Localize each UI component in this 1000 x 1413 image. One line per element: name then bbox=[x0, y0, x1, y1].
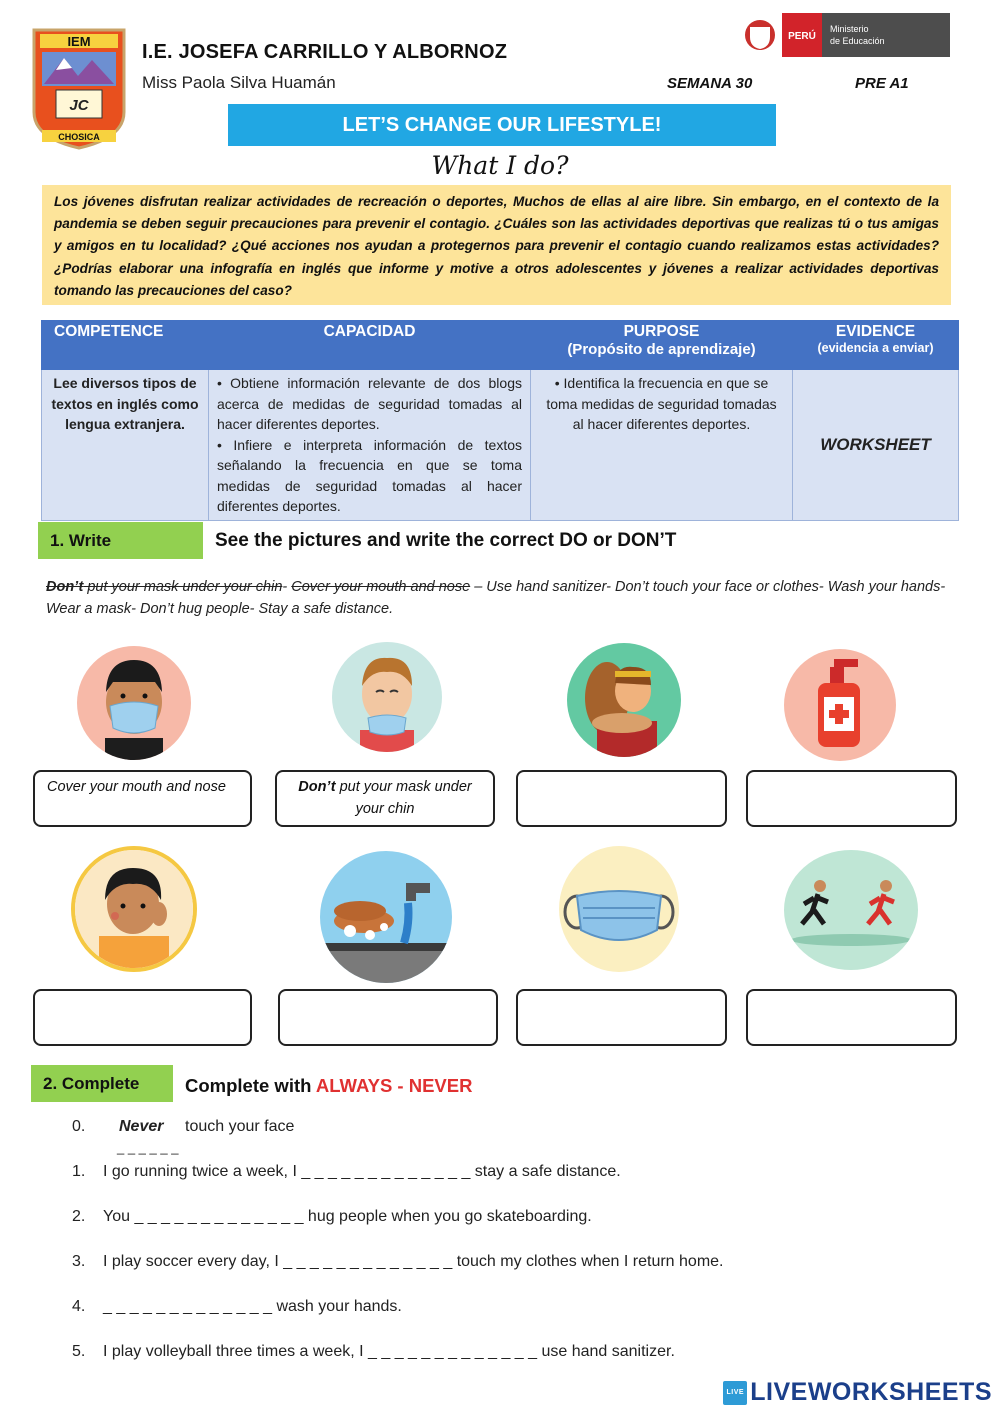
ministry-name-1: Ministerio bbox=[830, 24, 869, 34]
subtitle: What I do? bbox=[431, 151, 569, 180]
evidence-cell: WORKSHEET bbox=[793, 370, 959, 521]
header-evidence-sub: (evidencia a enviar) bbox=[817, 341, 934, 355]
week-label: SEMANA 30 bbox=[667, 75, 753, 92]
intro-paragraph: Los jóvenes disfrutan realizar actividades de recreación o deportes, Muchos de ellas al aire libre. Sin embargo, en el contexto de la pandemia se deben seguir precauciones para prevenir el contagio. ¿Cuáles son las actividades deportivas que realizas tú o tus amigas y amigos en tu localidad? ¿Qué acciones nos ayudan a protegernos para prevenir el contagio cuando realizamos estas actividades? ¿Podrías elaborar una infografía en inglés que informe y motive a otros adolescentes y jóvenes a realizar actividades deportivas tomando las precauciones del caso? bbox=[42, 185, 951, 305]
hugging-people-picture bbox=[567, 643, 681, 757]
liveworksheets-brand: LIVEWORKSHEETS bbox=[750, 1378, 992, 1406]
level-label: PRE A1 bbox=[855, 75, 909, 92]
hand-sanitizer-picture bbox=[784, 649, 896, 761]
word-bank-struck-1: put your mask under your chin bbox=[83, 579, 283, 595]
section-2-title-words: ALWAYS - NEVER bbox=[315, 1075, 473, 1096]
header-competence: COMPETENCE bbox=[42, 321, 209, 370]
teacher-name: Miss Paola Silva Huamán bbox=[142, 73, 336, 92]
capacidad-cell bbox=[209, 370, 531, 521]
item-2-sentence[interactable]: You _ _ _ _ _ _ _ _ _ _ _ _ _ hug people when you go skateboarding. bbox=[103, 1208, 592, 1225]
section-1-title: See the pictures and write the correct DO or DON’T bbox=[215, 530, 677, 551]
title-banner: LET’S CHANGE OUR LIFESTYLE! bbox=[228, 104, 776, 146]
logo-text-chosica: CHOSICA bbox=[58, 132, 100, 142]
section-2-title bbox=[185, 1075, 472, 1097]
table-row bbox=[42, 370, 959, 521]
answer-box-5[interactable] bbox=[33, 989, 252, 1046]
runners-distance-picture bbox=[784, 850, 918, 970]
item-3-sentence[interactable]: I play soccer every day, I _ _ _ _ _ _ _ _ _ _ _ _ _ touch my clothes when I return home. bbox=[103, 1253, 724, 1270]
answer-box-3[interactable] bbox=[516, 770, 727, 827]
section-1-label: 1. Write bbox=[38, 522, 203, 559]
word-bank-rest: – Use hand sanitizer- Don’t touch your face or clothes- Wash your hands- Wear a mask- Don’t hug people- Stay a safe distance. bbox=[46, 579, 946, 617]
section-2-label: 2. Complete bbox=[31, 1065, 173, 1102]
header-evidence: EVIDENCE (evidencia a enviar) bbox=[793, 321, 959, 370]
word-bank-struck-2: Cover your mouth and nose bbox=[291, 579, 471, 595]
answer-text-2-bold: Don’t bbox=[298, 779, 336, 795]
item-5-number: 5. bbox=[72, 1343, 86, 1360]
example-sentence: touch your face bbox=[185, 1118, 295, 1135]
capacidad-item-1: • Obtiene información relevante de dos blogs acerca de medidas de seguridad tomadas al hacer diferentes deportes. bbox=[217, 375, 522, 432]
answer-box-2[interactable] bbox=[275, 770, 495, 827]
logo-text-jc: JC bbox=[69, 97, 89, 114]
competence-cell: Lee diversos tipos de textos en inglés como lengua extranjera. bbox=[42, 370, 209, 521]
masked-boy-picture bbox=[77, 646, 191, 760]
table-header-row bbox=[42, 321, 959, 370]
item-1-number: 1. bbox=[72, 1163, 86, 1180]
header-purpose: PURPOSE (Propósito de aprendizaje) bbox=[531, 321, 793, 370]
competence-table bbox=[41, 320, 959, 521]
word-bank-sep: - bbox=[282, 579, 292, 595]
liveworksheets-badge-icon: LIVE bbox=[723, 1381, 747, 1405]
ministry-logo bbox=[742, 13, 950, 57]
liveworksheets-watermark bbox=[723, 1378, 992, 1407]
ministry-name-2: de Educación bbox=[830, 36, 885, 46]
school-logo bbox=[30, 26, 128, 152]
answer-box-7[interactable] bbox=[516, 989, 727, 1046]
touching-face-picture bbox=[71, 846, 197, 972]
washing-hands-picture bbox=[320, 851, 452, 983]
school-name: I.E. JOSEFA CARRILLO Y ALBORNOZ bbox=[142, 41, 508, 63]
header-purpose-sub: (Propósito de aprendizaje) bbox=[567, 341, 756, 358]
header-capacidad: CAPACIDAD bbox=[209, 321, 531, 370]
answer-text-1: Cover your mouth and nose bbox=[47, 779, 226, 795]
face-mask-picture bbox=[559, 846, 679, 972]
answer-box-4[interactable] bbox=[746, 770, 957, 827]
item-1-sentence[interactable]: I go running twice a week, I _ _ _ _ _ _ _ _ _ _ _ _ _ stay a safe distance. bbox=[103, 1163, 621, 1180]
item-4-number: 4. bbox=[72, 1298, 86, 1315]
ministry-country: PERÚ bbox=[788, 31, 816, 42]
item-4-sentence[interactable]: _ _ _ _ _ _ _ _ _ _ _ _ _ wash your hands. bbox=[103, 1298, 402, 1315]
word-bank-struck-dont: Don’t bbox=[46, 579, 84, 595]
word-bank bbox=[46, 576, 946, 620]
answer-text-2: put your mask under your chin bbox=[335, 779, 472, 817]
example-answer: Never bbox=[119, 1118, 164, 1135]
section-2-title-prefix: Complete with bbox=[185, 1075, 316, 1096]
answer-box-6[interactable] bbox=[278, 989, 498, 1046]
example-underline: _ _ _ _ _ _ bbox=[117, 1140, 179, 1155]
example-number: 0. bbox=[72, 1118, 86, 1135]
answer-box-1[interactable] bbox=[33, 770, 252, 827]
logo-text-iem: IEM bbox=[67, 34, 91, 49]
capacidad-item-2: • Infiere e interpreta información de textos señalando la frecuencia en que se toma medidas de seguridad tomadas al hacer diferentes deportes. bbox=[217, 436, 522, 514]
item-5-sentence[interactable]: I play volleyball three times a week, I _ _ _ _ _ _ _ _ _ _ _ _ _ use hand sanitizer. bbox=[103, 1343, 675, 1360]
item-2-number: 2. bbox=[72, 1208, 86, 1225]
answer-box-8[interactable] bbox=[746, 989, 957, 1046]
purpose-cell: • Identifica la frecuencia en que se toma medidas de seguridad tomadas al hacer diferentes deportes. bbox=[531, 370, 793, 521]
mask-under-chin-picture bbox=[332, 642, 442, 752]
item-3-number: 3. bbox=[72, 1253, 86, 1270]
